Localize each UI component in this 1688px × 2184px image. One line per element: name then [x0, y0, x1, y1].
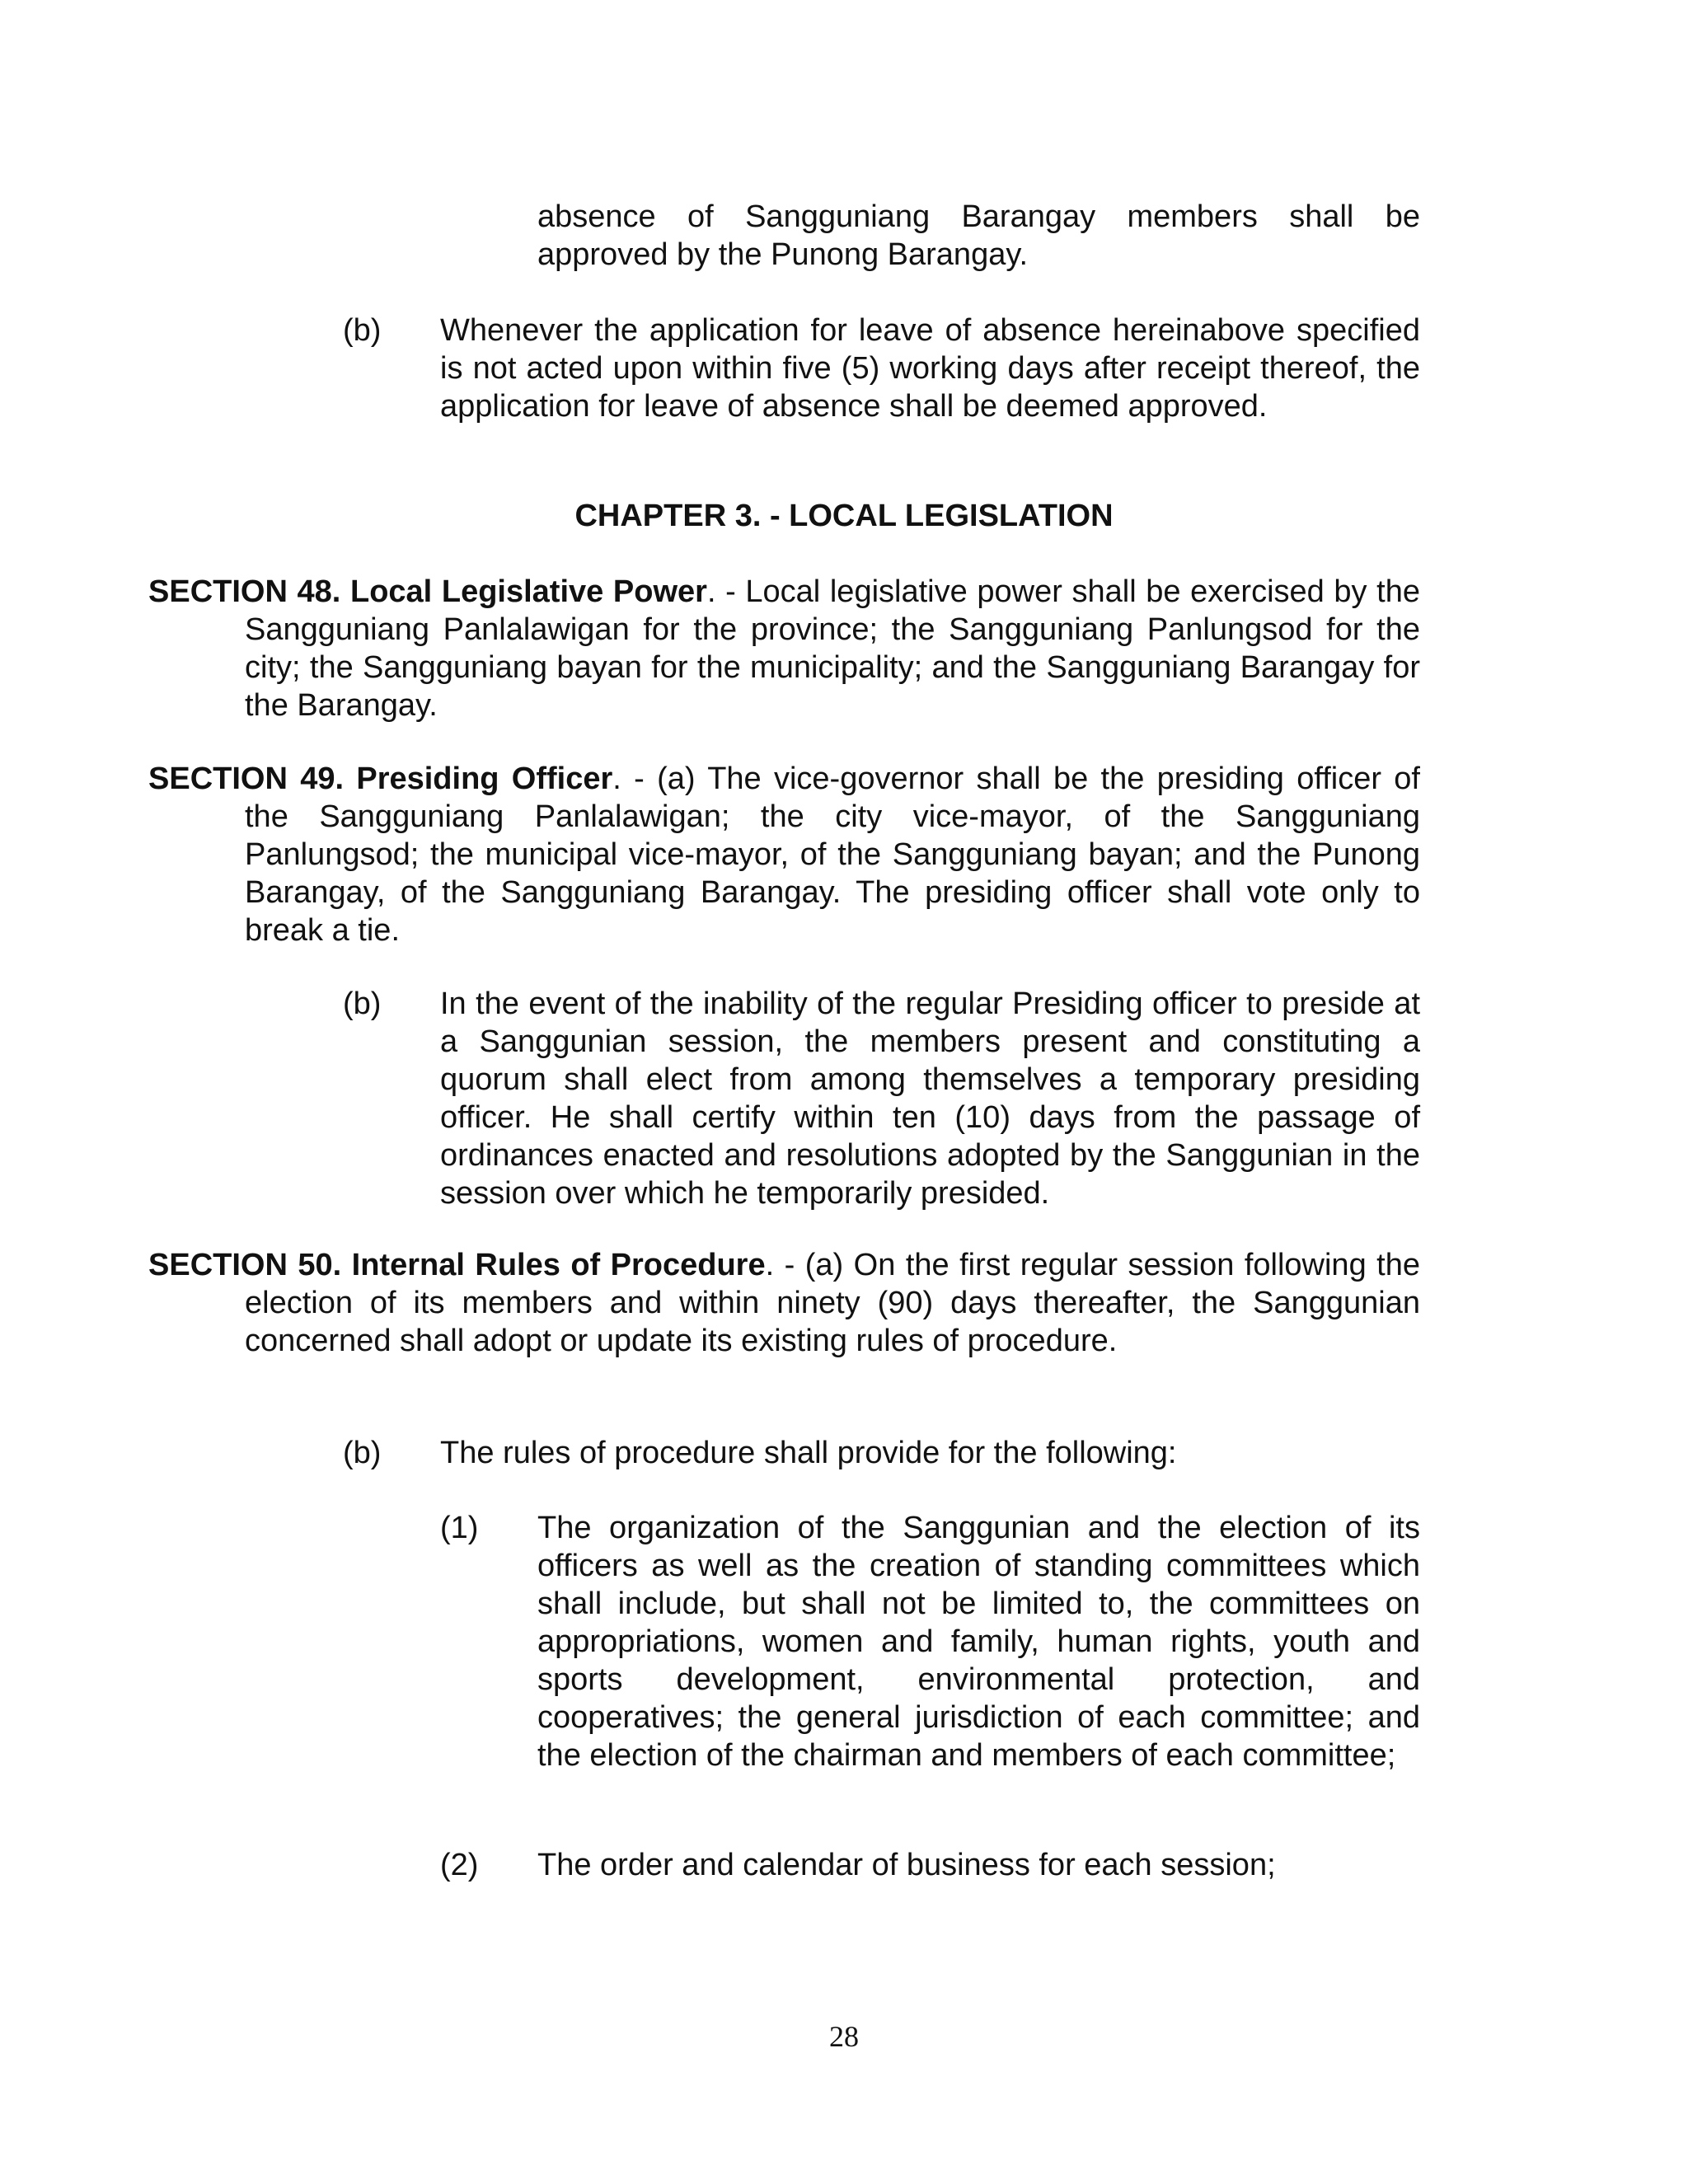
- page-number: 28: [829, 2020, 859, 2053]
- subitem-label: (2): [440, 1848, 479, 1882]
- item-text: Whenever the application for leave of absence hereinabove specified is not acted upon within five (5) working days after receipt thereof, the application for leave of absence shall be deemed approved.: [440, 313, 1420, 424]
- section-50: [148, 1246, 1420, 1360]
- continuation-paragraph: absence of Sangguniang Barangay members shall be approved by the Punong Barangay.: [537, 199, 1420, 272]
- subitem-text: The organization of the Sanggunian and the election of its officers as well as the creation of standing committees which shall include, but shall not be limited to, the committees on appropriations, women and family, human rights, youth and sports development, environmental protection, and cooperatives; the general jurisdiction of each committee; and the election of the chairman and members of each committee;: [537, 1511, 1420, 1773]
- section-48-title: SECTION 48. Local Legislative Power: [148, 574, 707, 609]
- section-49-title: SECTION 49. Presiding Officer: [148, 762, 613, 796]
- chapter-heading: CHAPTER 3. - LOCAL LEGISLATION: [574, 499, 1114, 533]
- section-50-text: . - (a) On the first regular session following the election of its members and within ninety (90) days thereafter, the Sanggunian concerned shall adopt or update its existing rules of procedure.: [245, 1248, 1420, 1358]
- section-48: [148, 573, 1420, 724]
- item-text: In the event of the inability of the regular Presiding officer to preside at a Sanggunian session, the members present and constituting a quorum shall elect from among themselves a temporary presiding officer. He shall certify within ten (10) days from the passage of ordinances enacted and resolutions adopted by the Sanggunian in the session over which he temporarily presided.: [440, 987, 1420, 1211]
- section-50-title: SECTION 50. Internal Rules of Procedure: [148, 1248, 766, 1282]
- subitem-text: The order and calendar of business for each session;: [537, 1848, 1276, 1882]
- item-label: (b): [343, 313, 382, 348]
- item-text: The rules of procedure shall provide for the following:: [440, 1436, 1177, 1470]
- item-label: (b): [343, 987, 382, 1021]
- section-48-text: . - Local legislative power shall be exercised by the Sangguniang Panlalawigan for the province; the Sangguniang Panlungsod for the city; the Sangguniang bayan for the municipality; and the Sangguniang Barangay for the Barangay.: [245, 574, 1420, 723]
- section-49: [148, 760, 1420, 949]
- item-label: (b): [343, 1436, 382, 1470]
- section-49-text: . - (a) The vice-governor shall be the presiding officer of the Sangguniang Panlalawigan; the city vice-mayor, of the Sangguniang Panlungsod; the municipal vice-mayor, of the Sangguniang bayan; and the Punong Barangay, of the Sangguniang Barangay. The presiding officer shall vote only to break a tie.: [245, 762, 1420, 948]
- subitem-label: (1): [440, 1511, 479, 1545]
